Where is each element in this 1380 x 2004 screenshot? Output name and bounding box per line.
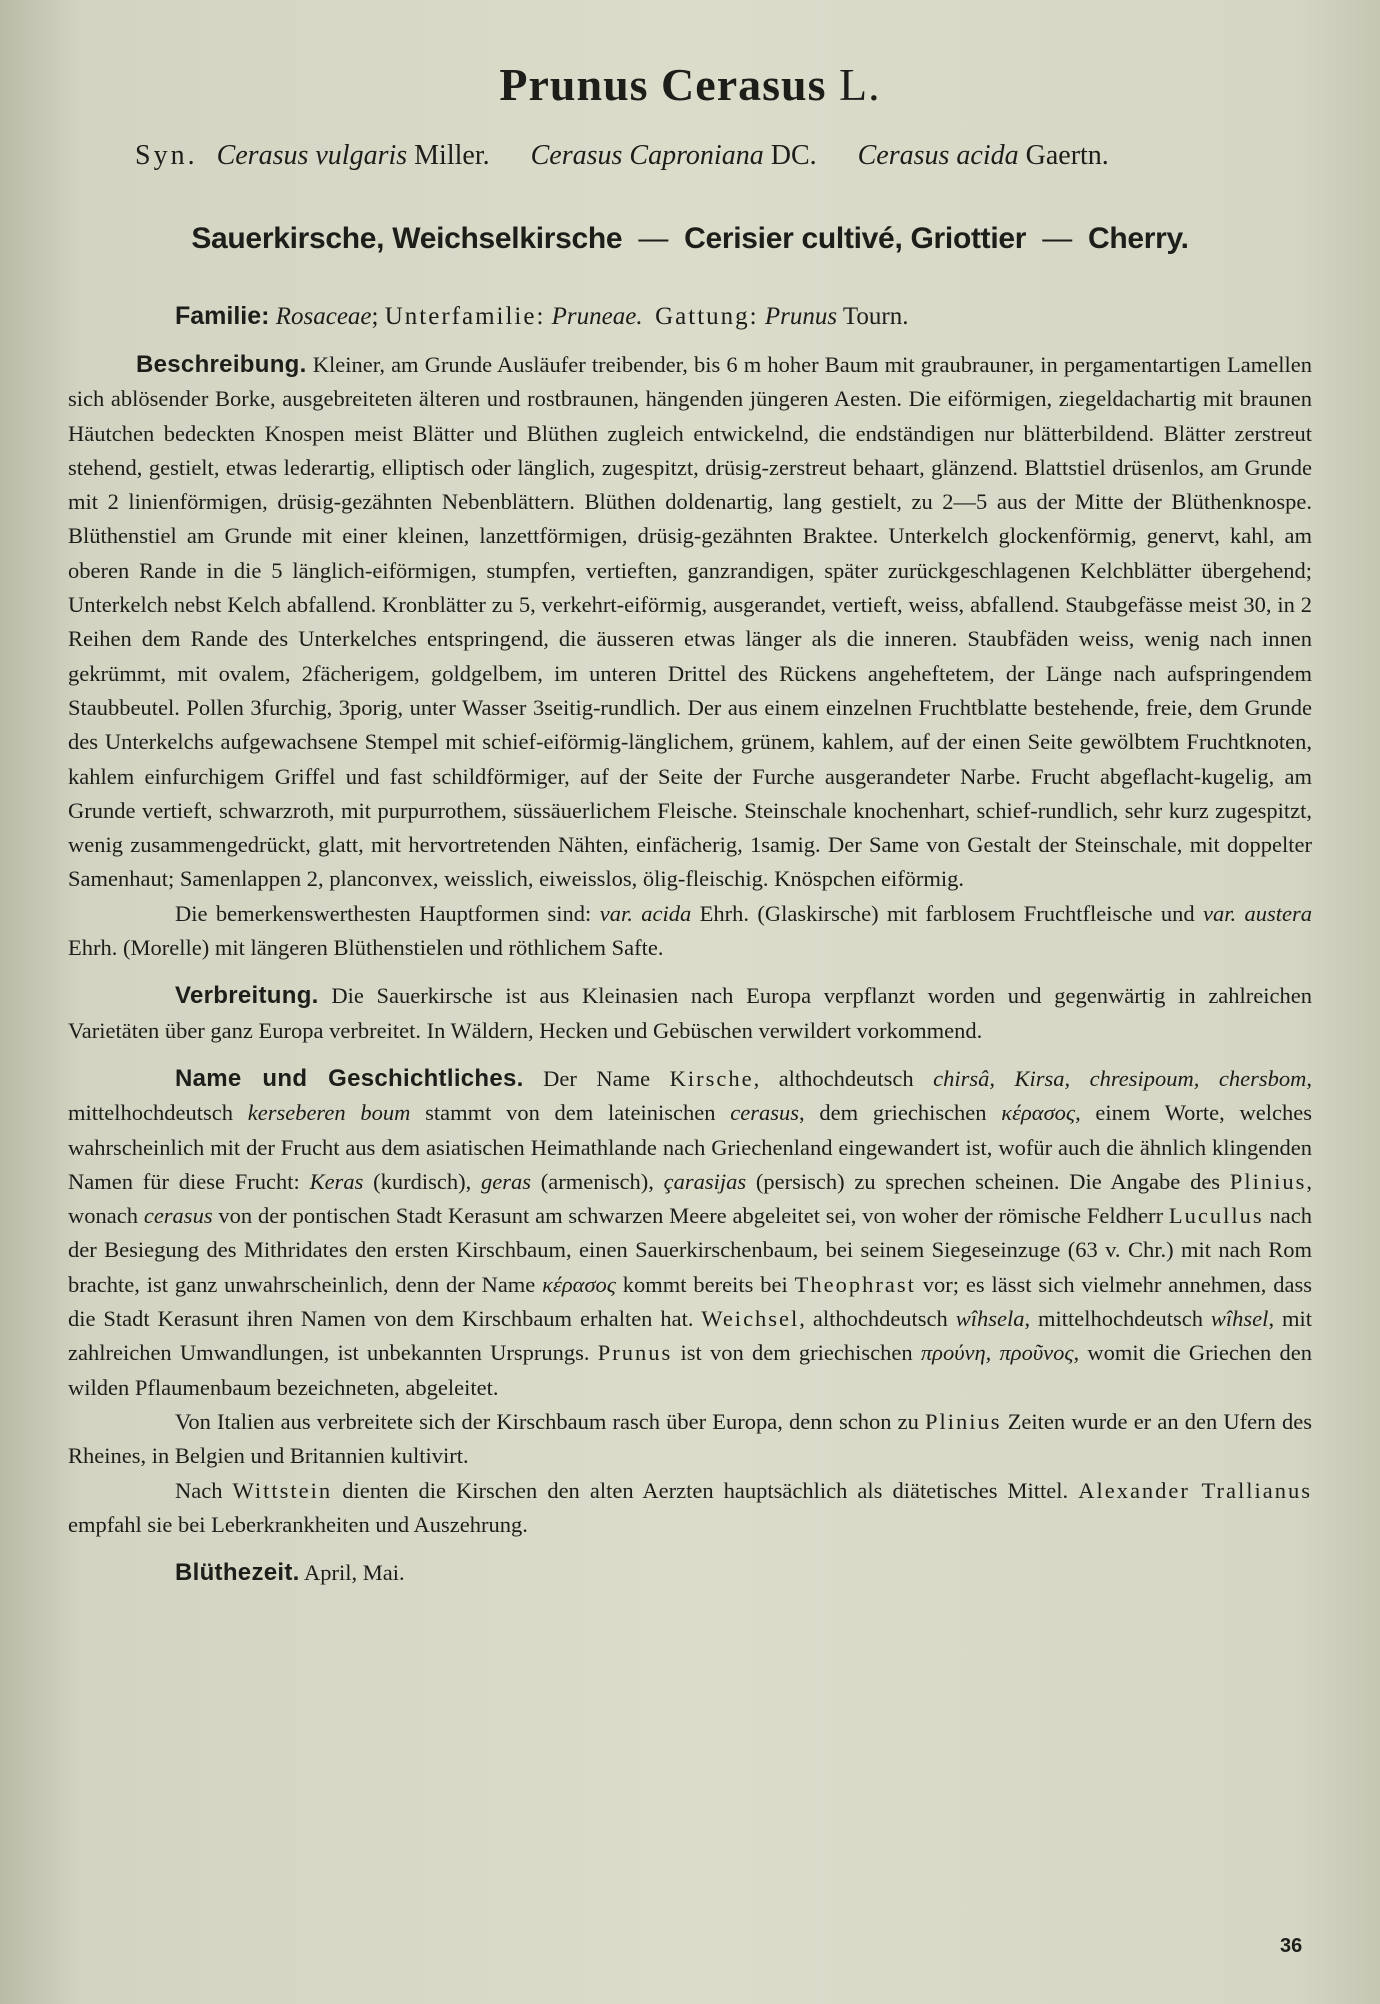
beschreibung-text: Kleiner, am Grunde Ausläufer treibender, bis 6 m hoher Baum mit graubrauner, in pergamentartigen Lamellen sich ablösender Borke, ausgebreiteten älteren und rostbraunen, hängenden jüngeren Aesten. Die eiförmigen, ziegeldachartig mit braunen Häutchen bedeckten Knospen meist Blätter und Blüthen zugleich entwickelnd, die endständigen nur blätterbildend. Blätter zerstreut stehend, gestielt, etwas lederartig, elliptisch oder länglich, zugespitzt, drüsig-zerstreut behaart, glänzend. Blattstiel drüsenlos, am Grunde mit 2 linienförmigen, drüsig-gezähnten Nebenblättern. Blüthen doldenartig, lang gestielt, zu 2—5 aus der Mitte der Blüthenknospe. Blüthenstiel am Grunde mit einer kleinen, lanzettförmigen, drüsig-gezähnten Braktee. Unterkelch glockenförmig, genervt, kahl, am oberen Rande in die 5 länglich-eiförmigen, stumpfen, vertieften, ganzrandigen, später zurückgeschlagenen Kelchblätter übergehend; Unterkelch nebst Kelch abfallend. Kronblätter zu 5, verkehrt-eiförmig, ausgerandet, vertieft, weiss, abfallend. Staubgefässe meist 30, in 2 Reihen dem Rande des Unterkelches entspringend, die äusseren etwas länger als die inneren. Staubfäden weiss, wenig nach innen gekrümmt, mit ovalem, 2fächerigem, goldgelbem, im unteren Drittel des Rückens angeheftetem, der Länge nach aufspringendem Staubbeutel. Pollen 3furchig, 3porig, unter Wasser 3seitig-rundlich. Der aus einem einzelnen Fruchtblatte bestehende, freie, dem Grunde des Unterkelchs aufgewachsene Stempel mit schief-eiförmig-länglichem, grünem, kahlem, auf der einen Seite gewölbtem Fruchtknoten, kahlem einfurchigem Griffel und fast schildförmiger, auf der Seite der Furche ausgerandeter Narbe. Frucht abgeflacht-kugelig, am Grunde vertieft, schwarzroth, mit purpurrothem, süssäuerlichem Fleische. Steinschale knochenhart, schief-rundlich, sehr kurz zugespitzt, wenig zusammengedrückt, glatt, mit hervortretenden Nähten, einfächerig, 1samig. Der Same von Gestalt der Steinschale, mit doppelter Samenhaut; Samenlappen 2, planconvex, weisslich, eiweisslos, ölig-fleischig. Knöspchen eiförmig. [68,352,1312,892]
synonym-name: Cerasus acida [857,140,1019,171]
verbreitung-text: Die Sauerkirsche ist aus Kleinasien nach Europa verpflanzt worden und gegenwärtig in zahlreichen Varietäten über ganz Europa verbreitet. In Wäldern, Hecken und Gebüschen verwildert vorkommend. [68,983,1312,1043]
gattung-author: Tourn. [842,303,909,330]
separator-dash: — [1042,222,1072,255]
common-name-french: Cerisier cultivé, Griottier [684,222,1027,255]
verbreitung-paragraph [68,979,1312,1048]
beschreibung-paragraph [68,348,1312,897]
italien-paragraph: Von Italien aus verbreitete sich der Kirschbaum rasch über Europa, denn schon zu Plinius Zeiten wurde er an den Ufern des Rheines, in Belgien und Britannien kultivirt. [68,1408,1312,1469]
familie-label: Familie: [175,302,270,330]
unterfamilie-label: Unterfamilie: [384,303,546,330]
unterfamilie-value: Pruneae. [551,303,643,330]
synonym-author: Miller. [414,140,490,171]
title-author: L. [839,59,881,110]
bluethezeit-text: April, Mai. [304,1560,405,1586]
wittstein-paragraph: Nach Wittstein dienten die Kirschen den alten Aerzten hauptsächlich als diätetisches Mittel. Alexander Trallianus empfahl sie bei Leberkrankheiten und Auszehrung. [68,1477,1312,1537]
classification-line: Familie: Rosaceae; Unterfamilie: Pruneae. Gattung: Prunus Tourn. [175,302,909,330]
hauptformen-paragraph: Die bemerkenswerthesten Hauptformen sind: var. acida Ehrh. (Glaskirsche) mit farblosem Fruchtfleische und var. austera Ehrh. (Morelle) mit längeren Blüthenstielen und röthlichem Safte. [68,900,1312,961]
section-heading-verbreitung: Verbreitung. [175,982,319,1010]
gattung-value: Prunus [764,303,838,330]
section-heading-beschreibung: Beschreibung. [136,351,307,378]
variety-name: var. acida [599,900,692,926]
main-text [68,348,1312,1590]
common-name-german: Sauerkirsche, Weichselkirsche [191,222,623,255]
familie-value: Rosaceae [275,303,372,330]
synonym-name: Cerasus Caproniana [530,140,764,171]
synonyms-line [135,140,1265,172]
gattung-label: Gattung: [655,303,759,330]
page-number: 36 [1280,1935,1303,1957]
synonyms-label: Syn. [135,140,198,171]
synonym-author: DC. [770,140,817,171]
synonym-name: Cerasus vulgaris [216,140,408,171]
section-heading-name: Name und Geschichtliches. [175,1064,524,1092]
bluethezeit-paragraph [68,1556,1312,1590]
title-species: Prunus Cerasus [499,59,827,110]
variety-name: var. austera [1202,900,1312,926]
separator-dash: — [638,222,669,255]
common-name-english: Cherry. [1087,222,1189,255]
name-paragraph: Name und Geschichtliches. Der Name Kirsche, althochdeutsch chirsâ, Kirsa, chresipoum, chersbom, mittelhochdeutsch kerseberen boum stammt von dem lateinischen cerasus, dem griechischen κέρασος, einem Worte, welches wahrscheinlich mit der Frucht aus dem asiatischen Heimathlande nach Griechenland eingewandert ist, wofür auch die ähnlich klingenden Namen für diese Frucht: Keras (kurdisch), geras (armenisch), çarasijas (persisch) zu sprechen scheinen. Die Angabe des Plinius, wonach cerasus von der pontischen Stadt Kerasunt am schwarzen Meere abgeleitet sei, von woher der römische Feldherr Lucullus nach der Besiegung des Mithridates den ersten Kirschbaum, einen Sauerkirschenbaum, bei seinem Siegeseinzuge (63 v. Chr.) mit nach Rom brachte, ist ganz unwahrscheinlich, denn der Name κέρασος kommt bereits bei Theophrast vor; es lässt sich vielmehr annehmen, dass die Stadt Kerasunt ihren Namen von dem Kirschbaum erhalten hat. Weichsel, althochdeutsch wîhsela, mittelhochdeutsch wîhsel, mit zahlreichen Umwandlungen, ist unbekannten Ursprungs. Prunus ist von dem griechischen προύνη, προῦνος, womit die Griechen den wilden Pflaumenbaum bezeichneten, abgeleitet. [68,1064,1313,1400]
page-title [0,58,1380,111]
section-heading-bluethezeit: Blüthezeit. [175,1559,300,1587]
synonym-author: Gaertn. [1025,140,1109,171]
common-names [0,222,1380,256]
